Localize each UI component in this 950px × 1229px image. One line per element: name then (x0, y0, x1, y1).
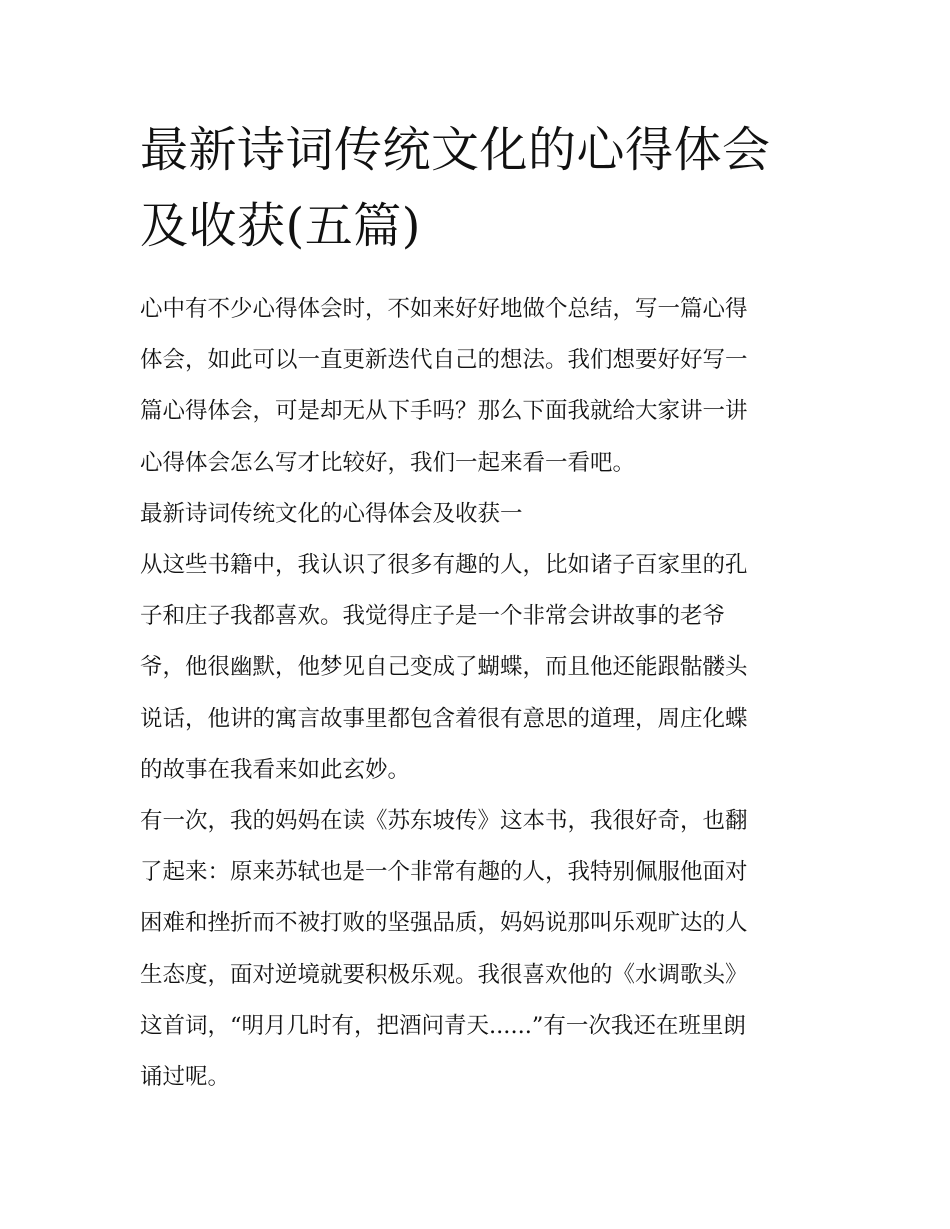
intro-paragraph (140, 284, 812, 489)
text-line: 篇心得体会，可是却无从下手吗？那么下面我就给大家讲一讲 (140, 398, 748, 425)
text-line: 体会，如此可以一直更新迭代自己的想法。我们想要好好写一 (140, 347, 748, 374)
body-paragraph (140, 796, 812, 1103)
document-title (140, 112, 812, 264)
document-content (140, 112, 812, 1103)
body-paragraph (140, 540, 812, 796)
text-line: 生态度，面对逆境就要积极乐观。我很喜欢他的《水调歌头》 (140, 961, 748, 988)
text-line: 了起来：原来苏轼也是一个非常有趣的人，我特别佩服他面对 (140, 859, 748, 886)
text-line: 这首词，“明月几时有，把酒问青天......”有一次我还在班里朗 (140, 1012, 746, 1039)
title-line: 及收获(五篇) (140, 198, 421, 254)
section-heading (140, 489, 812, 540)
title-line: 最新诗词传统文化的心得体会 (140, 122, 771, 178)
text-line: 困难和挫折而不被打败的坚强品质，妈妈说那叫乐观旷达的人 (140, 910, 748, 937)
text-line: 有一次，我的妈妈在读《苏东坡传》这本书，我很好奇，也翻 (140, 808, 748, 835)
text-line: 爷，他很幽默，他梦见自己变成了蝴蝶，而且他还能跟骷髅头 (140, 654, 748, 681)
text-line: 诵过呢。 (140, 1064, 231, 1091)
text-line: 最新诗词传统文化的心得体会及收获一 (140, 500, 523, 527)
text-line: 的故事在我看来如此玄妙。 (140, 756, 411, 783)
text-line: 从这些书籍中，我认识了很多有趣的人，比如诸子百家里的孔 (140, 552, 748, 579)
text-line: 说话，他讲的寓言故事里都包含着很有意思的道理，周庄化蝶 (140, 705, 748, 732)
text-line: 心得体会怎么写才比较好，我们一起来看一看吧。 (140, 449, 636, 476)
text-line: 心中有不少心得体会时，不如来好好地做个总结，写一篇心得 (140, 296, 748, 322)
document-body (140, 284, 812, 1103)
text-line: 子和庄子我都喜欢。我觉得庄子是一个非常会讲故事的老爷 (140, 603, 726, 630)
